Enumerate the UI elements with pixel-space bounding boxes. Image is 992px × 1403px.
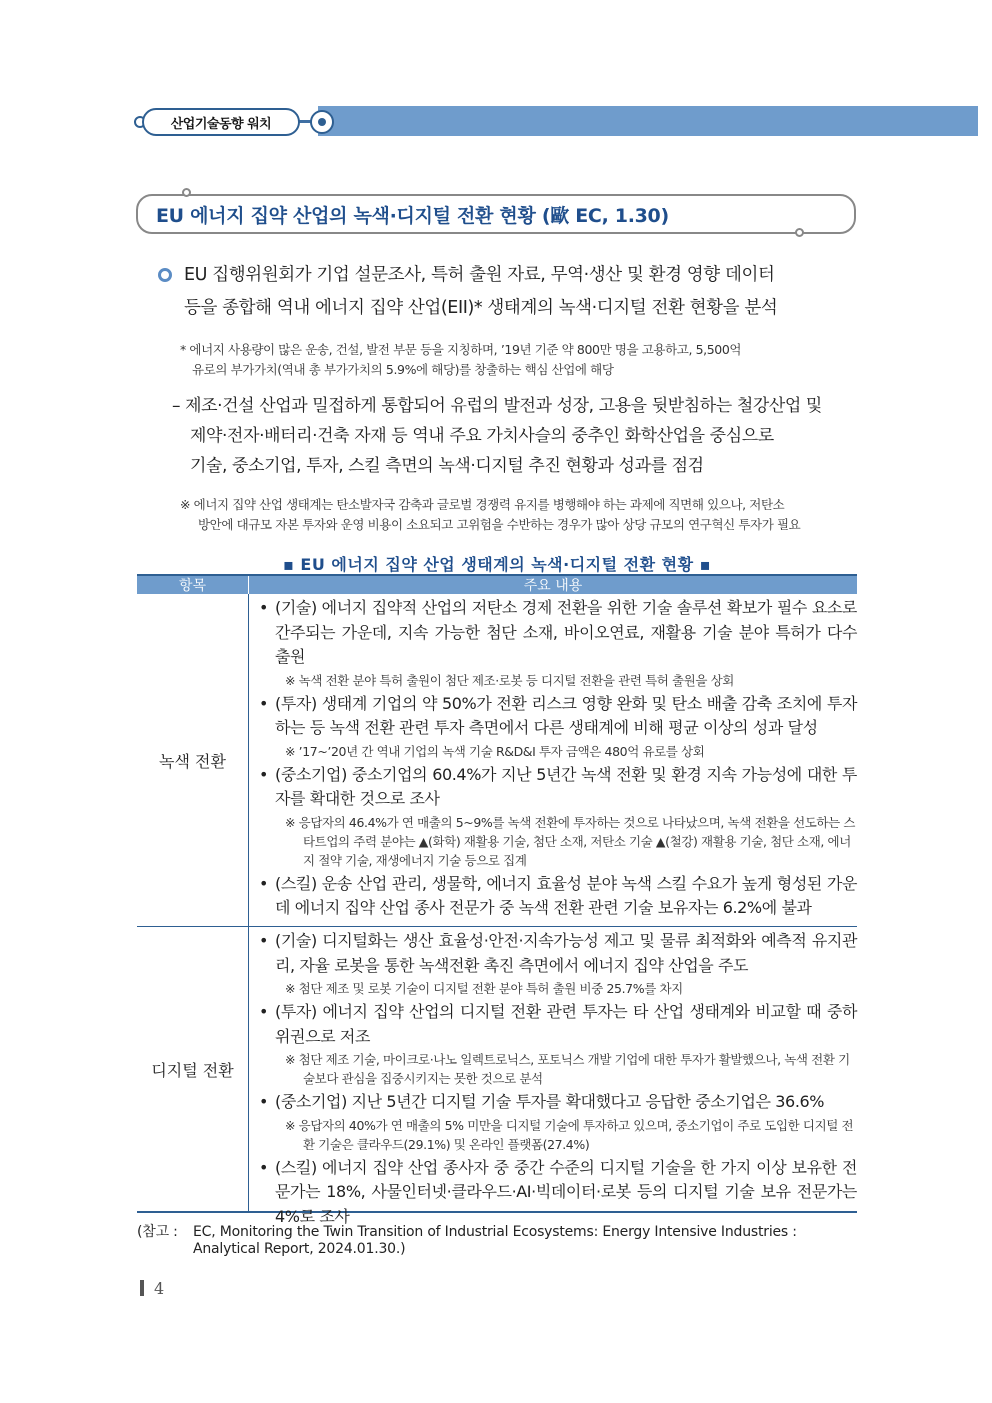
list-note: ※ ’17~’20년 간 역내 기업의 녹색 기술 R&D&I 투자 금액은 480억 유로를 상회 xyxy=(285,743,705,759)
list-item: • (스킬) 운송 산업 관리, 생물학, 에너지 효율성 분야 녹색 스킬 수요가 높게 형성된 가운데 에너지 집약 산업 종사 전문가 중 녹색 전환 관련 기술 보유자는 6.2%에 불과 xyxy=(257,872,857,921)
list-item: • (중소기업) 중소기업의 60.4%가 지난 5년간 녹색 전환 및 환경 지속 가능성에 대한 투자를 확대한 것으로 조사 xyxy=(257,763,857,812)
list-note: ※ 응답자의 40%가 연 매출의 5% 미만을 디지털 기술에 투자하고 있으며, 중소기업이 주로 도입한 디지털 전환 기술은 클라우드(29.1%) 및 온라인 플랫폼(27.4%) xyxy=(285,1117,854,1152)
list-note: ※ 녹색 전환 분야 특허 출원이 첨단 제조·로봇 등 디지털 전환을 관련 특허 출원을 상회 xyxy=(285,672,734,688)
title-knob-icon xyxy=(182,188,191,197)
list-note: ※ 첨단 제조 및 로봇 기술이 디지털 전환 분야 특허 출원 비중 25.7%를 차지 xyxy=(285,981,683,996)
section-tag: 산업기술동향 워치 xyxy=(142,108,300,136)
dash-note-1: ※ 에너지 집약 산업 생태계는 탄소발자국 감축과 글로벌 경쟁력 유지를 병행해야 하는 과제에 직면해 있으나, 저탄소 xyxy=(180,497,785,512)
status-table xyxy=(137,574,857,1226)
page-number: 4 xyxy=(140,1279,164,1298)
list-item: • (투자) 에너지 집약 산업의 디지털 전환 관련 투자는 타 산업 생태계와 비교할 때 중하위권으로 저조 xyxy=(257,1000,857,1049)
list-note: ※ 첨단 제조 기술, 마이크로·나노 일렉트로닉스, 포토닉스 개발 기업에 대한 투자가 활발했으나, 녹색 전환 기술보다 관심을 집중시키지는 못한 것으로 분석 xyxy=(285,1052,850,1086)
intro-footnote-2: 유로의 부가가치(역내 총 부가가치의 5.9%에 해당)를 창출하는 핵심 산업에 해당 xyxy=(192,362,614,377)
header-band xyxy=(318,106,978,136)
dash-line-3: 기술, 중소기업, 투자, 스킬 측면의 녹색·디지털 추진 현황과 성과를 점검 xyxy=(190,456,704,476)
table-row xyxy=(137,594,857,927)
list-item: • (투자) 생태계 기업의 약 50%가 전환 리스크 영향 완화 및 탄소 배출 감축 조치에 투자하는 등 녹색 전환 관련 투자 측면에서 다른 생태계에 비해 평균 이상의 성과 달성 xyxy=(257,692,857,741)
intro-line-1: EU 집행위원회가 기업 설문조사, 특허 출원 자료, 무역·생산 및 환경 영향 데이터 xyxy=(184,265,775,285)
reference-note xyxy=(137,1224,857,1258)
row-content-digital xyxy=(249,927,857,1226)
dash-line-2: 제약·전자·배터리·건축 자재 등 역내 주요 가치사슬의 중추인 화학산업을 중심으로 xyxy=(190,426,774,446)
list-item: • (중소기업) 지난 5년간 디지털 기술 투자를 확대했다고 응답한 중소기업은 36.6% xyxy=(257,1090,857,1115)
table-header xyxy=(137,574,857,594)
list-item: • (스킬) 에너지 집약 산업 종사자 중 중간 수준의 디지털 기술을 한 가지 이상 보유한 전문가는 18%, 사물인터넷·클라우드·AI·빅데이터·로봇 등의 디지털 기술 보유 전문가는 4%로 조사 xyxy=(257,1156,857,1230)
header-circle-icon xyxy=(310,110,334,134)
row-category-green: 녹색 전환 xyxy=(137,594,249,926)
dash-line-1: – 제조·건설 산업과 밀접하게 통합되어 유럽의 발전과 성장, 고용을 뒷받침하는 철강산업 및 xyxy=(172,396,822,416)
dash-note-2: 방안에 대규모 자본 투자와 운영 비용이 소요되고 고위험을 수반하는 경우가 많아 상당 규모의 연구혁신 투자가 필요 xyxy=(198,517,801,532)
table-header-content: 주요 내용 xyxy=(523,578,583,594)
list-item: • (기술) 디지털화는 생산 효율성·안전·지속가능성 제고 및 물류 최적화와 예측적 유지관리, 자율 로봇을 통한 녹색전환 촉진 측면에서 에너지 집약 산업을 주도 xyxy=(257,929,857,978)
row-category-digital: 디지털 전환 xyxy=(137,927,249,1211)
list-item: • (기술) 에너지 집약적 산업의 저탄소 경제 전환을 위한 기술 솔루션 확보가 필수 요소로 간주되는 가운데, 지속 가능한 첨단 소재, 바이오연료, 재활용 기술 분야 특허가 다수 출원 xyxy=(257,596,857,670)
title-knob-icon xyxy=(795,228,804,237)
section-title: EU 에너지 집약 산업의 녹색·디지털 전환 현황 (歐 EC, 1.30) xyxy=(156,205,669,227)
intro-footnote-1: * 에너지 사용량이 많은 운송, 건설, 발전 부문 등을 지칭하며, ’19년 기준 약 800만 명을 고용하고, 5,500억 xyxy=(180,342,742,357)
table-title: ▪ EU 에너지 집약 산업 생태계의 녹색·디지털 전환 현황 ▪ xyxy=(283,555,711,574)
table-header-category: 항목 xyxy=(137,576,249,594)
reference-text: EC, Monitoring the Twin Transition of Industrial Ecosystems: Energy Intensive Industries : Analytical Report, 2024.01.30.) xyxy=(193,1224,797,1257)
table-row xyxy=(137,927,857,1226)
reference-label: (참고 : xyxy=(137,1224,178,1240)
list-note: ※ 응답자의 46.4%가 연 매출의 5~9%를 녹색 전환에 투자하는 것으로 나타났으며, 녹색 전환을 선도하는 스타트업의 주력 분야는 ▲(화학) 재활용 기술, 첨단 소재, 저탄소 기술 ▲(철강) 재활용 기술, 첨단 소재, 에너지 절약 기술, 재생에너지 기술 등으로 집계 xyxy=(285,814,856,868)
row-content-green xyxy=(249,594,857,926)
circle-bullet-icon xyxy=(158,268,172,282)
intro-line-2: 등을 종합해 역내 에너지 집약 산업(EII)* 생태계의 녹색·디지털 전환 현황을 분석 xyxy=(184,298,778,318)
